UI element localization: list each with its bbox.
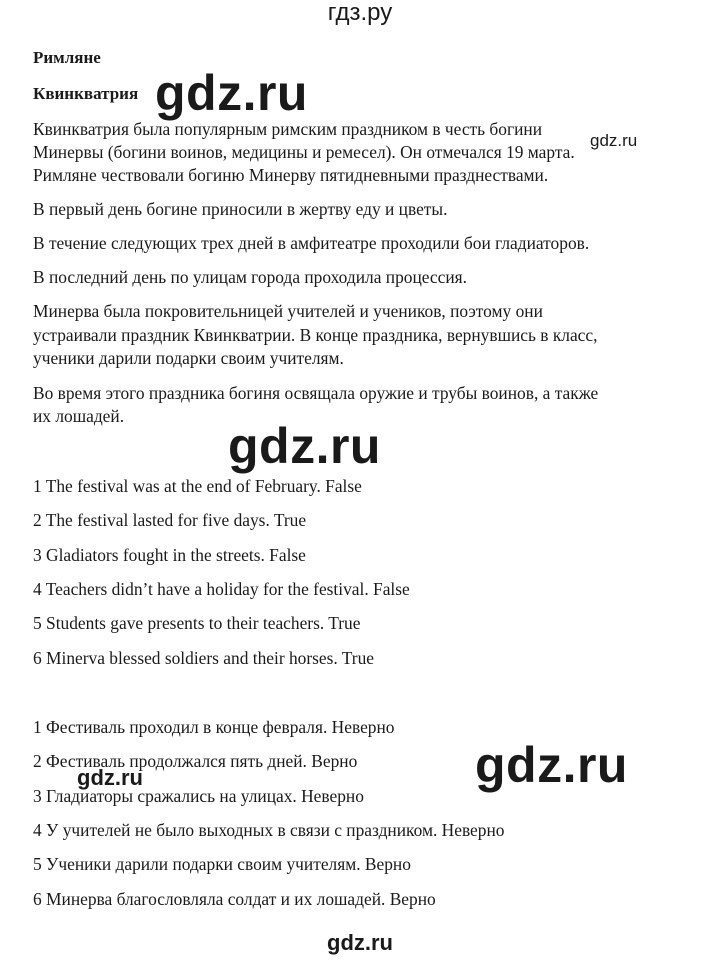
watermark-small-right: gdz.ru <box>590 131 638 150</box>
paragraph-4: В последний день по улицам города проходила процессия. <box>33 267 468 287</box>
answer-en-item: 3 Gladiators fought in the streets. False <box>33 545 306 565</box>
answer-ru-item: 3 Гладиаторы сражались на улицах. Неверно <box>33 786 364 806</box>
paragraph-5-line-3: ученики дарили подарки своим учителям. <box>33 348 344 368</box>
answer-ru-item: 4 У учителей не было выходных в связи с праздником. Неверно <box>33 820 505 840</box>
paragraph-1-line-1: Квинкватрия была популярным римским праздником в честь богини <box>33 119 543 139</box>
answer-ru-item: 6 Минерва благословляла солдат и их лошадей. Верно <box>33 889 436 909</box>
watermark-small-left: gdz.ru <box>77 765 143 790</box>
paragraph-6-line-2: их лошадей. <box>33 406 125 426</box>
watermark-large-3: gdz.ru <box>475 737 628 793</box>
watermark-large-2: gdz.ru <box>228 418 381 474</box>
answer-en-item: 1 The festival was at the end of February. False <box>33 476 362 496</box>
section-heading: Римляне <box>33 48 101 67</box>
answer-ru-item: 2 Фестиваль продолжался пять дней. Верно <box>33 751 358 771</box>
paragraph-6-line-1: Во время этого праздника богиня освящала оружие и трубы воинов, а также <box>33 383 599 403</box>
answer-en-item: 2 The festival lasted for five days. True <box>33 510 307 530</box>
watermark-large-1: gdz.ru <box>155 65 308 121</box>
text-title: Квинкватрия <box>33 84 139 103</box>
paragraph-5-line-1: Минерва была покровительницей учителей и учеников, поэтому они <box>33 301 543 321</box>
answer-en-item: 6 Minerva blessed soldiers and their horses. True <box>33 648 375 668</box>
answer-en-item: 4 Teachers didn’t have a holiday for the festival. False <box>33 579 410 599</box>
paragraph-2: В первый день богине приносили в жертву еду и цветы. <box>33 199 448 219</box>
answer-ru-item: 1 Фестиваль проходил в конце февраля. Неверно <box>33 717 395 737</box>
paragraph-1-line-2: Минервы (богини воинов, медицины и ремесел). Он отмечался 19 марта. <box>33 142 575 162</box>
answer-ru-item: 5 Ученики дарили подарки своим учителям. Верно <box>33 854 411 874</box>
watermark-top: гдз.ру <box>327 0 393 26</box>
answer-en-item: 5 Students gave presents to their teachers. True <box>33 613 361 633</box>
paragraph-1-line-3: Римляне чествовали богиню Минерву пятидневными празднествами. <box>33 165 549 185</box>
paragraph-5-line-2: устраивали праздник Квинкватрии. В конце праздника, вернувшись в класс, <box>33 325 598 345</box>
watermark-bottom: gdz.ru <box>327 930 393 955</box>
paragraph-3: В течение следующих трех дней в амфитеатре проходили бои гладиаторов. <box>33 233 590 253</box>
